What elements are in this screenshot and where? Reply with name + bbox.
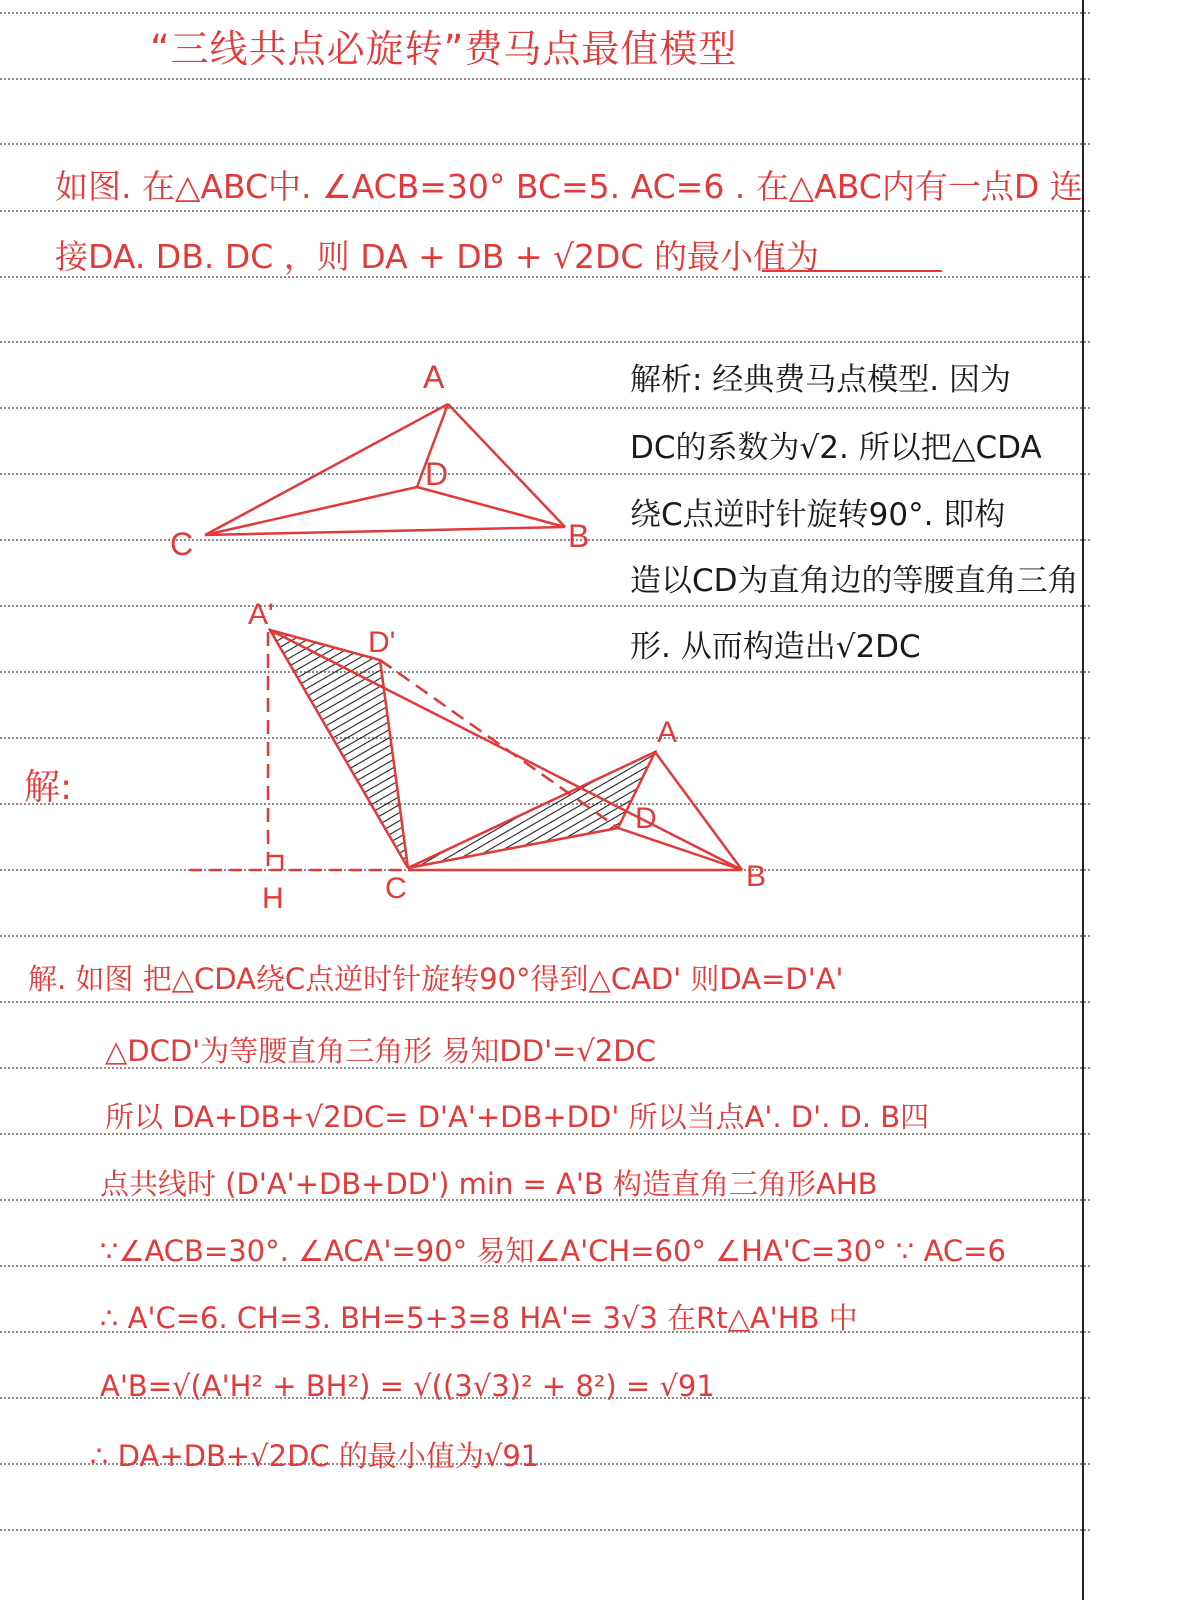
analysis-line: 造以CD为直角边的等腰直角三角 — [630, 563, 1079, 599]
solution-line: A'B=√(A'H² + BH²) = √((3√3)² + 8²) = √91 — [100, 1369, 715, 1403]
label-D-prime: D' — [368, 626, 396, 659]
label-A: A — [657, 716, 678, 749]
problem-line-1: 如图. 在△ABC中. ∠ACB=30° BC=5. AC=6 . 在△ABC内有一点D 连 — [55, 167, 1083, 206]
label-D: D — [635, 802, 657, 835]
label-H: H — [262, 882, 284, 915]
label-B: B — [746, 860, 767, 893]
label-A: A — [423, 359, 445, 395]
solution-line: 解. 如图 把△CDA绕C点逆时针旋转90°得到△CAD' 则DA=D'A' — [28, 962, 844, 996]
analysis-line: 解析: 经典费马点模型. 因为 — [630, 362, 1012, 398]
analysis-line: 绕C点逆时针旋转90°. 即构 — [630, 497, 1006, 533]
label-A-prime: A' — [248, 598, 274, 631]
right-angle-mark — [268, 856, 282, 870]
label-D: D — [425, 456, 449, 492]
dashed-segment-DD-prime — [380, 660, 618, 828]
solution-line: ∵∠ACB=30°. ∠ACA'=90° 易知∠A'CH=60° ∠HA'C=30° ∵ AC=6 — [100, 1234, 1006, 1268]
page-title: “三线共点必旋转”费马点最值模型 — [150, 27, 738, 71]
label-C: C — [170, 526, 194, 562]
label-B: B — [568, 518, 590, 554]
label-C: C — [385, 872, 407, 905]
problem-line-2: 接DA. DB. DC ，则 DA + DB + √2DC 的最小值为 — [55, 237, 819, 276]
solution-line: ∴ DA+DB+√2DC 的最小值为√91 — [90, 1439, 540, 1473]
solution-line: △DCD'为等腰直角三角形 易知DD'=√2DC — [105, 1034, 656, 1068]
solution-line: 所以 DA+DB+√2DC= D'A'+DB+DD' 所以当点A'. D'. D. B四 — [105, 1100, 930, 1134]
solution-line: ∴ A'C=6. CH=3. BH=5+3=8 HA'= 3√3 在Rt△A'HB 中 — [100, 1301, 858, 1335]
analysis-line: DC的系数为√2. 所以把△CDA — [630, 430, 1042, 466]
segment-AB — [655, 752, 742, 870]
figure-2-side-label: 解: — [24, 767, 73, 808]
analysis-line: 形. 从而构造出√2DC — [630, 629, 921, 665]
solution-line: 点共线时 (D'A'+DB+DD') min = A'B 构造直角三角形AHB — [100, 1167, 878, 1201]
